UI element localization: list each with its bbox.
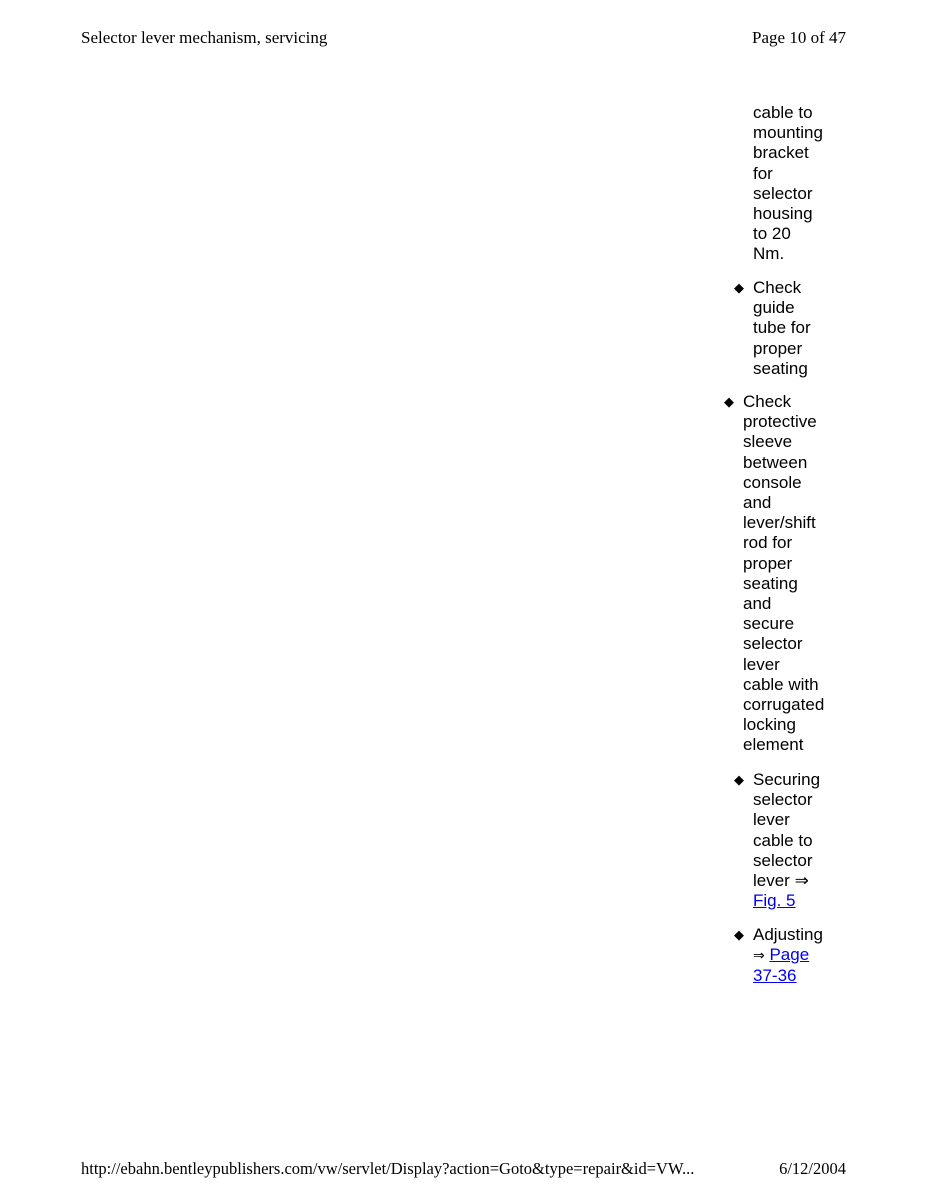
text-line: selector <box>743 634 803 654</box>
diamond-bullet-icon: ◆ <box>724 395 734 410</box>
text-line: seating <box>743 573 798 593</box>
double-right-arrow-icon: ⇒ <box>753 948 765 965</box>
text-line: cable with <box>743 674 819 694</box>
text-line: guide <box>753 298 795 318</box>
diamond-bullet-icon: ◆ <box>734 281 744 296</box>
text-line: selector <box>753 850 813 870</box>
list-item-adjusting <box>753 925 823 987</box>
text-line: between <box>743 452 808 472</box>
text-line: element <box>743 735 804 755</box>
text-line: Securing <box>753 770 821 789</box>
page-37-36-link[interactable]: Page <box>769 945 810 965</box>
text-line: sleeve <box>743 432 793 452</box>
text-line: corrugated <box>743 695 825 715</box>
text-line: bracket <box>753 143 809 163</box>
text-line: rod for <box>743 533 793 553</box>
text-line: selector <box>753 790 813 810</box>
fig-5-link[interactable]: Fig. 5 <box>753 891 796 911</box>
text-line: secure <box>743 614 795 634</box>
list-item-securing-cable <box>753 770 820 911</box>
diamond-bullet-icon: ◆ <box>734 773 744 788</box>
continuation-text <box>753 103 823 265</box>
text-line: lever/shift <box>743 513 816 533</box>
text-line: proper <box>743 553 793 573</box>
text-line: and <box>743 493 772 513</box>
page-37-36-link-continued[interactable]: 37-36 <box>753 966 797 986</box>
text-line: mounting <box>753 123 823 143</box>
text-line: to 20 <box>753 224 791 244</box>
list-item-check-protective-sleeve <box>743 392 824 756</box>
text-line: tube for <box>753 318 811 338</box>
text-line: Adjusting <box>753 925 823 944</box>
text-line: lever <box>753 810 790 830</box>
text-line: Check <box>743 392 792 411</box>
text-line: housing <box>753 204 813 224</box>
text-line: Check <box>753 278 802 297</box>
text-line: proper <box>753 338 803 358</box>
text-line: selector <box>753 183 813 203</box>
page-number: Page 10 of 47 <box>752 28 846 47</box>
text-line: lever <box>743 654 780 674</box>
diamond-bullet-icon: ◆ <box>734 928 744 943</box>
footer-date: 6/12/2004 <box>779 1159 846 1178</box>
text-line: cable to <box>753 103 813 122</box>
list-item-check-guide-tube <box>753 278 811 379</box>
text-line: and <box>743 594 772 614</box>
footer-url: http://ebahn.bentleypublishers.com/vw/servlet/Display?action=Goto&type=repair&id=VW... <box>81 1159 695 1178</box>
text-line: console <box>743 472 802 492</box>
header-title: Selector lever mechanism, servicing <box>81 28 328 47</box>
text-line: cable to <box>753 830 813 850</box>
text-line: Nm. <box>753 244 785 264</box>
text-line: seating <box>753 358 808 378</box>
text-line: lever ⇒ <box>753 871 809 891</box>
text-line: locking <box>743 715 796 735</box>
text-line: protective <box>743 412 817 432</box>
text-line: for <box>753 163 773 183</box>
